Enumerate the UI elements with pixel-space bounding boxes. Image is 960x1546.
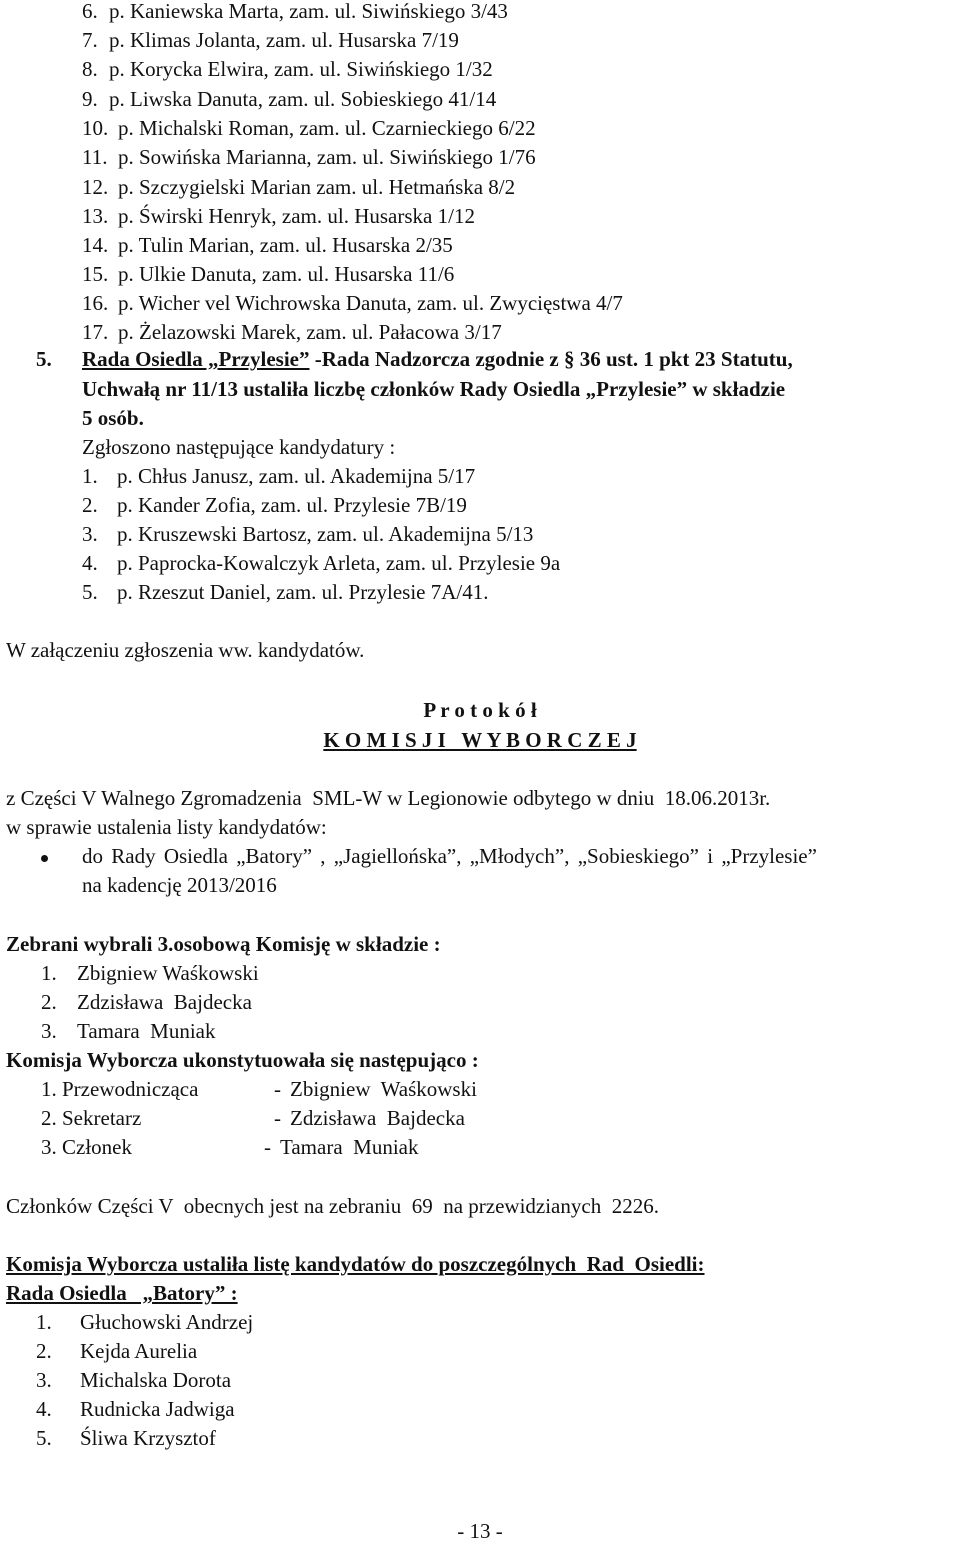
commission-heading: Zebrani wybrali 3.osobową Komisję w składzie :	[6, 932, 441, 956]
list-item: 1. p. Chłus Janusz, zam. ul. Akademijna 5/17	[82, 464, 476, 488]
list-item: 2. p. Kander Zofia, zam. ul. Przylesie 7B/19	[82, 493, 467, 517]
subject-line: w sprawie ustalenia listy kandydatów:	[6, 815, 327, 839]
constituted-heading: Komisja Wyborcza ukonstytuowała się następująco :	[6, 1048, 479, 1072]
list-item: 1. Zbigniew Waśkowski	[41, 961, 259, 985]
section-line: Uchwałą nr 11/13 ustaliła liczbę członków Rady Osiedla „Przylesie” w składzie	[82, 377, 786, 401]
list-item: 2. Kejda Aurelia	[36, 1339, 198, 1363]
council-name: Rada Osiedla „Przylesie”	[82, 347, 310, 371]
list-item: 3. Tamara Muniak	[41, 1019, 216, 1043]
meeting-line: z Części V Walnego Zgromadzenia SML-W w Legionowie odbytego w dniu 18.06.2013r.	[6, 786, 771, 810]
list-item: 5. Śliwa Krzysztof	[36, 1426, 216, 1450]
list-item: 14. p. Tulin Marian, zam. ul. Husarska 2/35	[82, 233, 453, 257]
term-line: na kadencję 2013/2016	[82, 873, 277, 897]
role-row: 3. Członek - Tamara Muniak	[41, 1135, 419, 1159]
list-item: 9. p. Liwska Danuta, zam. ul. Sobieskiego 41/14	[82, 87, 497, 111]
list-item: 16. p. Wicher vel Wichrowska Danuta, zam. ul. Zwycięstwa 4/7	[82, 291, 623, 315]
list-item: 15. p. Ulkie Danuta, zam. ul. Husarska 11/6	[82, 262, 455, 286]
role-row: 1. Przewodnicząca - Zbigniew Waśkowski	[41, 1077, 477, 1101]
section-heading: 5. Rada Osiedla „Przylesie” -Rada Nadzorcza zgodnie z § 36 ust. 1 pkt 23 Statutu,	[36, 347, 793, 371]
list-item: 2. Zdzisława Bajdecka	[41, 990, 252, 1014]
list-item: 3. p. Kruszewski Bartosz, zam. ul. Akademijna 5/13	[82, 522, 534, 546]
list-item: 4. Rudnicka Jadwiga	[36, 1397, 235, 1421]
attendance-line: Członków Części V obecnych jest na zebraniu 69 na przewidzianych 2226.	[6, 1194, 659, 1218]
list-item: 8. p. Korycka Elwira, zam. ul. Siwińskiego 1/32	[82, 57, 493, 81]
role-row: 2. Sekretarz - Zdzisława Bajdecka	[41, 1106, 465, 1130]
list-item: 17. p. Żelazowski Marek, zam. ul. Pałacowa 3/17	[82, 320, 502, 344]
section-line: 5 osób.	[82, 406, 144, 430]
list-item: 12. p. Szczygielski Marian zam. ul. Hetmańska 8/2	[82, 175, 516, 199]
list-item: 13. p. Świrski Henryk, zam. ul. Husarska 1/12	[82, 204, 475, 228]
list-item: 6. p. Kaniewska Marta, zam. ul. Siwińskiego 3/43	[82, 0, 508, 23]
list-item: 7. p. Klimas Jolanta, zam. ul. Husarska 7/19	[82, 28, 459, 52]
list-item: 4. p. Paprocka-Kowalczyk Arleta, zam. ul. Przylesie 9a	[82, 551, 561, 575]
list-item: 10. p. Michalski Roman, zam. ul. Czarnieckiego 6/22	[82, 116, 536, 140]
bullet-icon	[41, 855, 48, 862]
attachment-note: W załączeniu zgłoszenia ww. kandydatów.	[6, 638, 365, 662]
page-number: - 13 -	[457, 1519, 503, 1543]
protocol-title: P r o t o k ó ł	[423, 698, 537, 722]
protocol-subtitle: K O M I S J I W Y B O R C Z E J	[323, 728, 637, 752]
batory-heading: Rada Osiedla „Batory” :	[6, 1281, 238, 1305]
candidates-intro: Zgłoszono następujące kandydatury :	[82, 435, 396, 459]
list-item: 3. Michalska Dorota	[36, 1368, 232, 1392]
list-item: 11. p. Sowińska Marianna, zam. ul. Siwińskiego 1/76	[82, 145, 536, 169]
councils-line: do Rady Osiedla „Batory” , „Jagiellońska”, „Młodych”, „Sobieskiego” i „Przylesie”	[82, 844, 817, 868]
candidate-list-heading: Komisja Wyborcza ustaliła listę kandydatów do poszczególnych Rad Osiedli:	[6, 1252, 705, 1276]
list-item: 1. Głuchowski Andrzej	[36, 1310, 254, 1334]
list-item: 5. p. Rzeszut Daniel, zam. ul. Przylesie 7A/41.	[82, 580, 489, 604]
